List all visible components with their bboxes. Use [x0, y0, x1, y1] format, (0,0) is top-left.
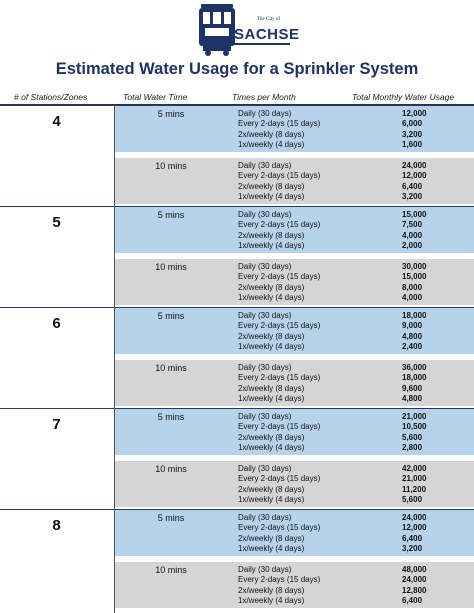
monthly-usage-value: 21,000 — [402, 412, 427, 421]
frequency-label: Daily (30 days) — [238, 363, 292, 372]
water-time-block — [115, 106, 474, 152]
table-row — [238, 130, 474, 140]
water-time: 10 mins — [155, 464, 187, 474]
frequency-label: 1x/weekly (4 days) — [238, 240, 305, 250]
station-group — [0, 105, 474, 206]
station-group — [0, 307, 474, 408]
table-row — [238, 544, 474, 554]
monthly-usage-value: 12,000 — [402, 523, 427, 533]
page-title: Estimated Water Usage for a Sprinkler System — [55, 60, 419, 78]
monthly-usage-value: 2,000 — [402, 240, 423, 250]
frequency-label: 1x/weekly (4 days) — [238, 543, 305, 553]
monthly-usage-value: 15,000 — [402, 210, 427, 219]
monthly-usage-value: 24,000 — [402, 575, 427, 585]
monthly-usage-value: 7,500 — [402, 220, 423, 230]
frequency-rows — [238, 363, 474, 404]
monthly-usage-value: 3,200 — [402, 191, 423, 201]
logo-underline — [234, 43, 290, 45]
monthly-usage-value: 9,000 — [402, 321, 423, 331]
table-row — [238, 412, 474, 422]
table-row — [238, 384, 474, 394]
station-count: 5 — [52, 214, 61, 231]
city-logo — [199, 4, 300, 56]
monthly-usage-value: 21,000 — [402, 474, 427, 484]
station-count: 7 — [52, 416, 61, 433]
water-time: 10 mins — [155, 363, 187, 373]
frequency-label: 1x/weekly (4 days) — [238, 292, 305, 302]
frequency-label: Every 2-days (15 days) — [238, 272, 321, 282]
monthly-usage-value: 18,000 — [402, 373, 427, 383]
water-time-block — [115, 409, 474, 455]
monthly-usage-value: 6,000 — [402, 119, 423, 129]
table-row — [238, 140, 474, 150]
monthly-usage-value: 8,000 — [402, 282, 423, 292]
monthly-usage-value: 24,000 — [402, 513, 427, 522]
frequency-label: Every 2-days (15 days) — [238, 422, 321, 432]
frequency-label: Every 2-days (15 days) — [238, 321, 321, 331]
frequency-label: 2x/weekly (8 days) — [238, 129, 305, 139]
table-row — [238, 220, 474, 230]
water-time-block — [115, 510, 474, 556]
table-row — [238, 182, 474, 192]
frequency-label: Daily (30 days) — [238, 565, 292, 574]
station-group — [0, 408, 474, 509]
frequency-rows — [238, 513, 474, 554]
table-row — [238, 210, 474, 220]
table-row — [238, 523, 474, 533]
station-count: 6 — [52, 315, 61, 332]
frequency-label: Daily (30 days) — [238, 109, 292, 118]
frequency-label: Every 2-days (15 days) — [238, 119, 321, 129]
table-row — [238, 161, 474, 171]
monthly-usage-value: 4,000 — [402, 230, 423, 240]
water-time: 10 mins — [155, 262, 187, 272]
water-time-block — [115, 207, 474, 253]
table-row — [238, 241, 474, 251]
frequency-rows — [238, 161, 474, 202]
table-row — [238, 575, 474, 585]
table-row — [238, 332, 474, 342]
water-time-block — [115, 308, 474, 354]
header-total: Total Monthly Water Usage — [352, 92, 455, 102]
monthly-usage-value: 12,800 — [402, 585, 427, 595]
monthly-usage-value: 48,000 — [402, 565, 427, 574]
monthly-usage-value: 12,000 — [402, 171, 427, 181]
monthly-usage-value: 30,000 — [402, 262, 427, 271]
frequency-label: 2x/weekly (8 days) — [238, 282, 305, 292]
table-row — [238, 231, 474, 241]
table-row — [238, 422, 474, 432]
frequency-label: Every 2-days (15 days) — [238, 220, 321, 230]
station-count: 8 — [52, 517, 61, 534]
table-row — [238, 119, 474, 129]
table-row — [238, 586, 474, 596]
table-row — [238, 565, 474, 575]
monthly-usage-value: 5,600 — [402, 494, 423, 504]
monthly-usage-value: 3,200 — [402, 543, 423, 553]
monthly-usage-value: 10,500 — [402, 422, 427, 432]
frequency-rows — [238, 311, 474, 352]
frequency-label: 2x/weekly (8 days) — [238, 331, 305, 341]
frequency-rows — [238, 565, 474, 606]
table-row — [238, 513, 474, 523]
frequency-label: Every 2-days (15 days) — [238, 474, 321, 484]
frequency-rows — [238, 262, 474, 303]
frequency-label: 2x/weekly (8 days) — [238, 484, 305, 494]
monthly-usage-value: 6,400 — [402, 595, 423, 605]
frequency-rows — [238, 412, 474, 453]
table-row — [238, 373, 474, 383]
monthly-usage-value: 5,600 — [402, 432, 423, 442]
water-time-block — [115, 360, 474, 406]
water-time-block — [115, 158, 474, 204]
monthly-usage-value: 11,200 — [402, 484, 427, 494]
frequency-label: Every 2-days (15 days) — [238, 373, 321, 383]
station-group — [0, 206, 474, 307]
frequency-rows — [238, 210, 474, 251]
monthly-usage-value: 2,400 — [402, 341, 423, 351]
header-times: Times per Month — [232, 92, 296, 102]
monthly-usage-value: 4,000 — [402, 292, 423, 302]
water-time-block — [115, 562, 474, 608]
station-count: 4 — [52, 113, 61, 130]
station-group — [0, 509, 474, 610]
table-row — [238, 262, 474, 272]
table-row — [238, 474, 474, 484]
table-row — [238, 192, 474, 202]
table-row — [238, 495, 474, 505]
header-stations: # of Stations/Zones — [14, 92, 88, 102]
table-row — [238, 394, 474, 404]
table-row — [238, 433, 474, 443]
logo-small-text: The City of — [257, 17, 281, 22]
frequency-label: 1x/weekly (4 days) — [238, 393, 305, 403]
table-row — [238, 311, 474, 321]
table-row — [238, 109, 474, 119]
water-time: 5 mins — [157, 210, 185, 220]
water-time-block — [115, 461, 474, 507]
table-row — [238, 596, 474, 606]
frequency-label: Daily (30 days) — [238, 161, 292, 170]
frequency-label: Every 2-days (15 days) — [238, 523, 321, 533]
table-row — [238, 321, 474, 331]
frequency-label: Daily (30 days) — [238, 311, 292, 320]
table-row — [238, 485, 474, 495]
water-time: 5 mins — [157, 412, 185, 422]
frequency-rows — [238, 464, 474, 505]
monthly-usage-value: 6,400 — [402, 181, 423, 191]
table-row — [238, 342, 474, 352]
monthly-usage-value: 4,800 — [402, 393, 423, 403]
monthly-usage-value: 1,600 — [402, 139, 423, 149]
frequency-label: Daily (30 days) — [238, 513, 292, 522]
monthly-usage-value: 6,400 — [402, 533, 423, 543]
monthly-usage-value: 18,000 — [402, 311, 427, 320]
frequency-label: Daily (30 days) — [238, 262, 292, 271]
water-time: 10 mins — [155, 565, 187, 575]
frequency-label: 2x/weekly (8 days) — [238, 383, 305, 393]
table-row — [238, 363, 474, 373]
monthly-usage-value: 36,000 — [402, 363, 427, 372]
frequency-label: 2x/weekly (8 days) — [238, 181, 305, 191]
logo-name: SACHSE — [234, 26, 300, 43]
frequency-label: 1x/weekly (4 days) — [238, 595, 305, 605]
table-row — [238, 534, 474, 544]
frequency-label: 1x/weekly (4 days) — [238, 442, 305, 452]
frequency-label: 2x/weekly (8 days) — [238, 230, 305, 240]
column-divider — [114, 105, 115, 613]
table-row — [238, 171, 474, 181]
frequency-label: 1x/weekly (4 days) — [238, 494, 305, 504]
water-time: 5 mins — [157, 109, 185, 119]
frequency-label: 2x/weekly (8 days) — [238, 533, 305, 543]
frequency-label: 1x/weekly (4 days) — [238, 139, 305, 149]
table-row — [238, 283, 474, 293]
frequency-label: Every 2-days (15 days) — [238, 171, 321, 181]
monthly-usage-value: 9,600 — [402, 383, 423, 393]
water-time: 5 mins — [157, 513, 185, 523]
table-row — [238, 464, 474, 474]
header-time: Total Water Time — [123, 92, 188, 102]
frequency-label: 1x/weekly (4 days) — [238, 341, 305, 351]
water-time-block — [115, 259, 474, 305]
frequency-label: 1x/weekly (4 days) — [238, 191, 305, 201]
monthly-usage-value: 42,000 — [402, 464, 427, 473]
table-row — [238, 293, 474, 303]
monthly-usage-value: 12,000 — [402, 109, 427, 118]
trolley-icon — [199, 4, 235, 56]
monthly-usage-value: 4,800 — [402, 331, 423, 341]
frequency-label: Daily (30 days) — [238, 412, 292, 421]
frequency-label: Daily (30 days) — [238, 210, 292, 219]
table-row — [238, 443, 474, 453]
frequency-rows — [238, 109, 474, 150]
frequency-label: Every 2-days (15 days) — [238, 575, 321, 585]
monthly-usage-value: 15,000 — [402, 272, 427, 282]
water-time: 10 mins — [155, 161, 187, 171]
monthly-usage-value: 24,000 — [402, 161, 427, 170]
monthly-usage-value: 2,800 — [402, 442, 423, 452]
frequency-label: 2x/weekly (8 days) — [238, 585, 305, 595]
water-time: 5 mins — [157, 311, 185, 321]
monthly-usage-value: 3,200 — [402, 129, 423, 139]
table-row — [238, 272, 474, 282]
frequency-label: Daily (30 days) — [238, 464, 292, 473]
frequency-label: 2x/weekly (8 days) — [238, 432, 305, 442]
